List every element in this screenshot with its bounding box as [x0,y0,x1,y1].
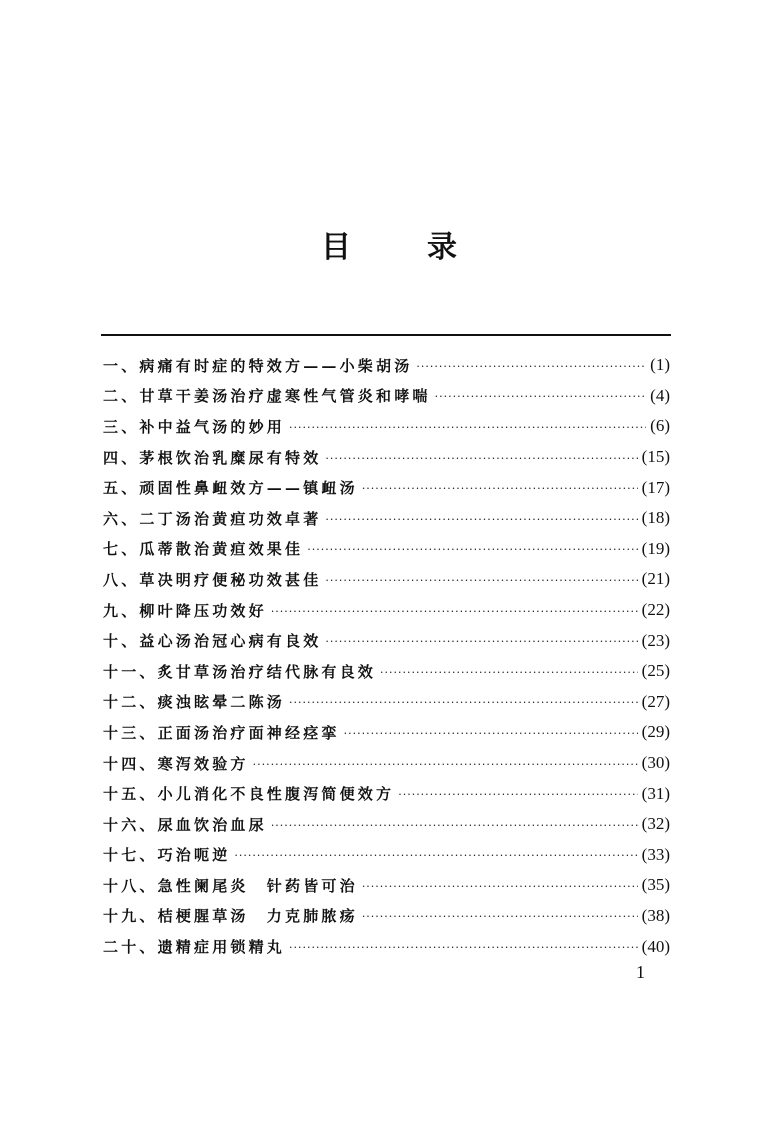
toc-entry[interactable] [103,687,670,718]
leader-dots [271,605,638,618]
leader-dots [234,849,637,862]
toc-entry-page: (25) [641,661,670,681]
toc-entry-page: (22) [641,600,670,620]
page-title [0,222,778,266]
toc-entry-title: 十五、小儿消化不良性腹泻简便效方 [103,785,395,804]
toc-entry-page: (31) [641,783,670,803]
toc-entry-page: (15) [641,447,670,467]
leader-dots [362,880,638,893]
toc-entry-page: (38) [641,905,670,925]
leader-dots [325,513,637,526]
leader-dots [416,360,646,373]
toc-entry-title: 四、茅根饮治乳糜尿有特效 [103,448,322,467]
toc-entry-page: (18) [641,508,670,528]
leader-dots [253,758,638,771]
toc-entry-page: (40) [641,936,670,956]
toc-entry-title: 十八、急性阑尾炎 针药皆可治 [103,876,358,895]
toc-entry-title: 十七、巧治呃逆 [103,846,231,865]
toc-entry-title: 三、补中益气汤的妙用 [103,417,286,436]
toc-entry-page: (30) [641,753,670,773]
toc-entry-page: (35) [641,875,670,895]
leader-dots [344,727,638,740]
leader-dots [271,819,638,832]
toc-entry-page: (1) [650,355,670,375]
toc-entry[interactable] [103,350,670,381]
toc-entry[interactable] [103,809,670,840]
toc-entry[interactable] [103,748,670,779]
title-char: 目 [321,230,351,265]
toc-entry[interactable] [103,931,670,962]
toc-entry-page: (32) [641,814,670,834]
toc-entry[interactable] [103,595,670,626]
leader-dots [325,574,637,587]
toc-entry-page: (23) [641,630,670,650]
toc-entry-title: 七、瓜蒂散治黄疸效果佳 [103,540,304,559]
toc-entry[interactable] [103,625,670,656]
toc-entry-page: (33) [641,844,670,864]
toc-entry-title: 十三、正面汤治疗面神经痉挛 [103,723,340,742]
toc-entry-title: 十九、桔梗腥草汤 力克肺脓疡 [103,907,358,926]
leader-dots [325,635,637,648]
leader-dots [380,666,638,679]
toc-entry-title: 十二、痰浊眩晕二陈汤 [103,693,286,712]
toc-entry-title: 二十、遗精症用锁精丸 [103,938,286,957]
table-of-contents [103,350,670,962]
toc-entry-page: (21) [641,569,670,589]
leader-dots [289,696,638,709]
toc-entry-page: (29) [641,722,670,742]
toc-entry[interactable] [103,564,670,595]
toc-entry[interactable] [103,656,670,687]
toc-entry-title: 二、甘草干姜汤治疗虚寒性气管炎和哮喘 [103,387,431,406]
leader-dots [307,543,637,556]
leader-dots [435,390,647,403]
leader-dots [325,452,637,465]
leader-dots [289,941,638,954]
toc-entry-title: 十一、炙甘草汤治疗结代脉有良效 [103,662,377,681]
page-number: 1 [636,962,645,982]
toc-entry-page: (19) [641,538,670,558]
toc-entry[interactable] [103,778,670,809]
title-char: 录 [427,230,457,265]
toc-entry[interactable] [103,411,670,442]
toc-entry-title: 十、益心汤治冠心病有良效 [103,632,322,651]
toc-entry[interactable] [103,534,670,565]
toc-entry-page: (27) [641,691,670,711]
toc-entry[interactable] [103,840,670,871]
toc-entry-page: (4) [650,385,670,405]
leader-dots [362,482,638,495]
toc-entry-title: 十六、尿血饮治血尿 [103,815,267,834]
toc-entry-title: 六、二丁汤治黄疸功效卓著 [103,509,322,528]
toc-entry[interactable] [103,901,670,932]
toc-entry[interactable] [103,717,670,748]
toc-entry-title: 十四、寒泻效验方 [103,754,249,773]
leader-dots [289,421,646,434]
toc-entry-page: (6) [650,416,670,436]
toc-entry-title: 八、草决明疗便秘功效甚佳 [103,570,322,589]
toc-entry-title: 五、顽固性鼻衄效方——镇衄汤 [103,479,358,498]
toc-entry[interactable] [103,870,670,901]
toc-entry[interactable] [103,472,670,503]
toc-entry[interactable] [103,381,670,412]
leader-dots [398,788,637,801]
toc-entry-page: (17) [641,477,670,497]
toc-entry-title: 九、柳叶降压功效好 [103,601,267,620]
toc-entry-title: 一、病痛有时症的特效方——小柴胡汤 [103,356,413,375]
toc-entry[interactable] [103,503,670,534]
toc-entry[interactable] [103,442,670,473]
title-divider [101,334,671,336]
leader-dots [362,910,638,923]
